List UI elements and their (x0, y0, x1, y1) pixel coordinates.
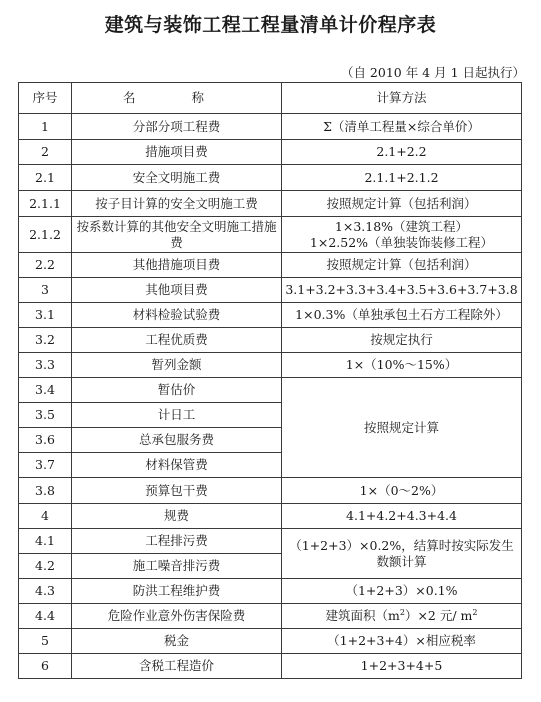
row-method-line: 1×2.52%（单独装饰装修工程） (309, 234, 494, 250)
row-name: 材料保管费 (72, 453, 282, 478)
row-no: 2.1.1 (19, 191, 72, 217)
row-no: 3.2 (19, 328, 72, 353)
table-row (19, 504, 522, 529)
row-name: 材料检验试验费 (72, 303, 282, 328)
row-name: 安全文明施工费 (72, 165, 282, 191)
row-no: 4.3 (19, 579, 72, 604)
row-method: 3.1+3.2+3.3+3.4+3.5+3.6+3.7+3.8 (282, 278, 522, 303)
row-method: 1×（10%～15%） (282, 353, 522, 378)
row-name: 危险作业意外伤害保险费 (72, 604, 282, 629)
table-row (19, 529, 522, 554)
table-row (19, 253, 522, 278)
row-no: 5 (19, 629, 72, 654)
page-title: 建筑与装饰工程工程量清单计价程序表 (104, 14, 437, 36)
row-method: 1+2+3+4+5 (282, 654, 522, 679)
row-no: 4 (19, 504, 72, 529)
row-no: 3.1 (19, 303, 72, 328)
table-row (19, 654, 522, 679)
row-no: 3.7 (19, 453, 72, 478)
table-header-row (19, 83, 522, 114)
row-method: 2.1.1+2.1.2 (282, 165, 522, 191)
row-no: 2 (19, 140, 72, 165)
row-method-part: 建筑面积（m (325, 608, 400, 623)
row-method: 1×（0～2%） (282, 478, 522, 504)
table-row (19, 140, 522, 165)
row-method: Σ（清单工程量×综合单价） (282, 114, 522, 140)
row-method (282, 604, 522, 629)
table-row (19, 478, 522, 504)
row-name: 税金 (72, 629, 282, 654)
row-name: 分部分项工程费 (72, 114, 282, 140)
table-row (19, 278, 522, 303)
row-no: 1 (19, 114, 72, 140)
table-row (19, 353, 522, 378)
row-no: 4.2 (19, 554, 72, 579)
row-no: 3 (19, 278, 72, 303)
table-row (19, 328, 522, 353)
row-name: 暂估价 (72, 378, 282, 403)
row-method: 按照规定计算（包括利润） (282, 191, 522, 217)
row-name: 暂列金额 (72, 353, 282, 378)
row-method (282, 217, 522, 253)
row-name: 措施项目费 (72, 140, 282, 165)
row-name: 计日工 (72, 403, 282, 428)
table-row (19, 165, 522, 191)
row-name: 防洪工程维护费 (72, 579, 282, 604)
pricing-procedure-table (18, 82, 522, 679)
row-name: 总承包服务费 (72, 428, 282, 453)
row-no: 2.2 (19, 253, 72, 278)
row-no: 6 (19, 654, 72, 679)
table-row (19, 303, 522, 328)
row-name: 工程优质费 (72, 328, 282, 353)
row-name: 工程排污费 (72, 529, 282, 554)
table-row (19, 604, 522, 629)
row-name: 预算包干费 (72, 478, 282, 504)
row-method: 按规定执行 (282, 328, 522, 353)
column-header-name: 名 称 (72, 83, 282, 114)
row-method: （1+2+3）×0.1% (282, 579, 522, 604)
row-method-line: 1×3.18%（建筑工程） (334, 218, 469, 234)
row-name: 施工噪音排污费 (72, 554, 282, 579)
row-no: 4.4 (19, 604, 72, 629)
table-row (19, 191, 522, 217)
row-no: 2.1 (19, 165, 72, 191)
row-method: （1+2+3+4）×相应税率 (282, 629, 522, 654)
table-row (19, 217, 522, 253)
row-name: 按系数计算的其他安全文明施工措施费 (72, 217, 282, 253)
row-name: 规费 (72, 504, 282, 529)
table-row (19, 579, 522, 604)
row-no: 4.1 (19, 529, 72, 554)
row-method: 4.1+4.2+4.3+4.4 (282, 504, 522, 529)
table-row (19, 629, 522, 654)
row-no: 3.6 (19, 428, 72, 453)
row-method: 2.1+2.2 (282, 140, 522, 165)
row-method-part: ）×2 元/ m (404, 608, 473, 623)
row-name: 按子目计算的安全文明施工费 (72, 191, 282, 217)
superscript-exponent: 2 (399, 607, 405, 617)
row-no: 3.5 (19, 403, 72, 428)
row-method: 按照规定计算（包括利润） (282, 253, 522, 278)
row-name: 其他项目费 (72, 278, 282, 303)
row-no: 3.8 (19, 478, 72, 504)
row-name: 含税工程造价 (72, 654, 282, 679)
table-row (19, 378, 522, 403)
effective-date-note: （自 2010 年 4 月 1 日起执行） (340, 65, 525, 80)
table-row (19, 114, 522, 140)
row-method: 1×0.3%（单独承包土石方工程除外） (282, 303, 522, 328)
column-header-method: 计算方法 (282, 83, 522, 114)
superscript-exponent: 2 (472, 607, 478, 617)
row-method-merged: （1+2+3）×0.2%，结算时按实际发生数额计算 (282, 529, 522, 579)
row-no: 2.1.2 (19, 217, 72, 253)
row-no: 3.3 (19, 353, 72, 378)
column-header-no: 序号 (19, 83, 72, 114)
row-name: 其他措施项目费 (72, 253, 282, 278)
row-method-merged: 按照规定计算 (282, 378, 522, 478)
row-no: 3.4 (19, 378, 72, 403)
